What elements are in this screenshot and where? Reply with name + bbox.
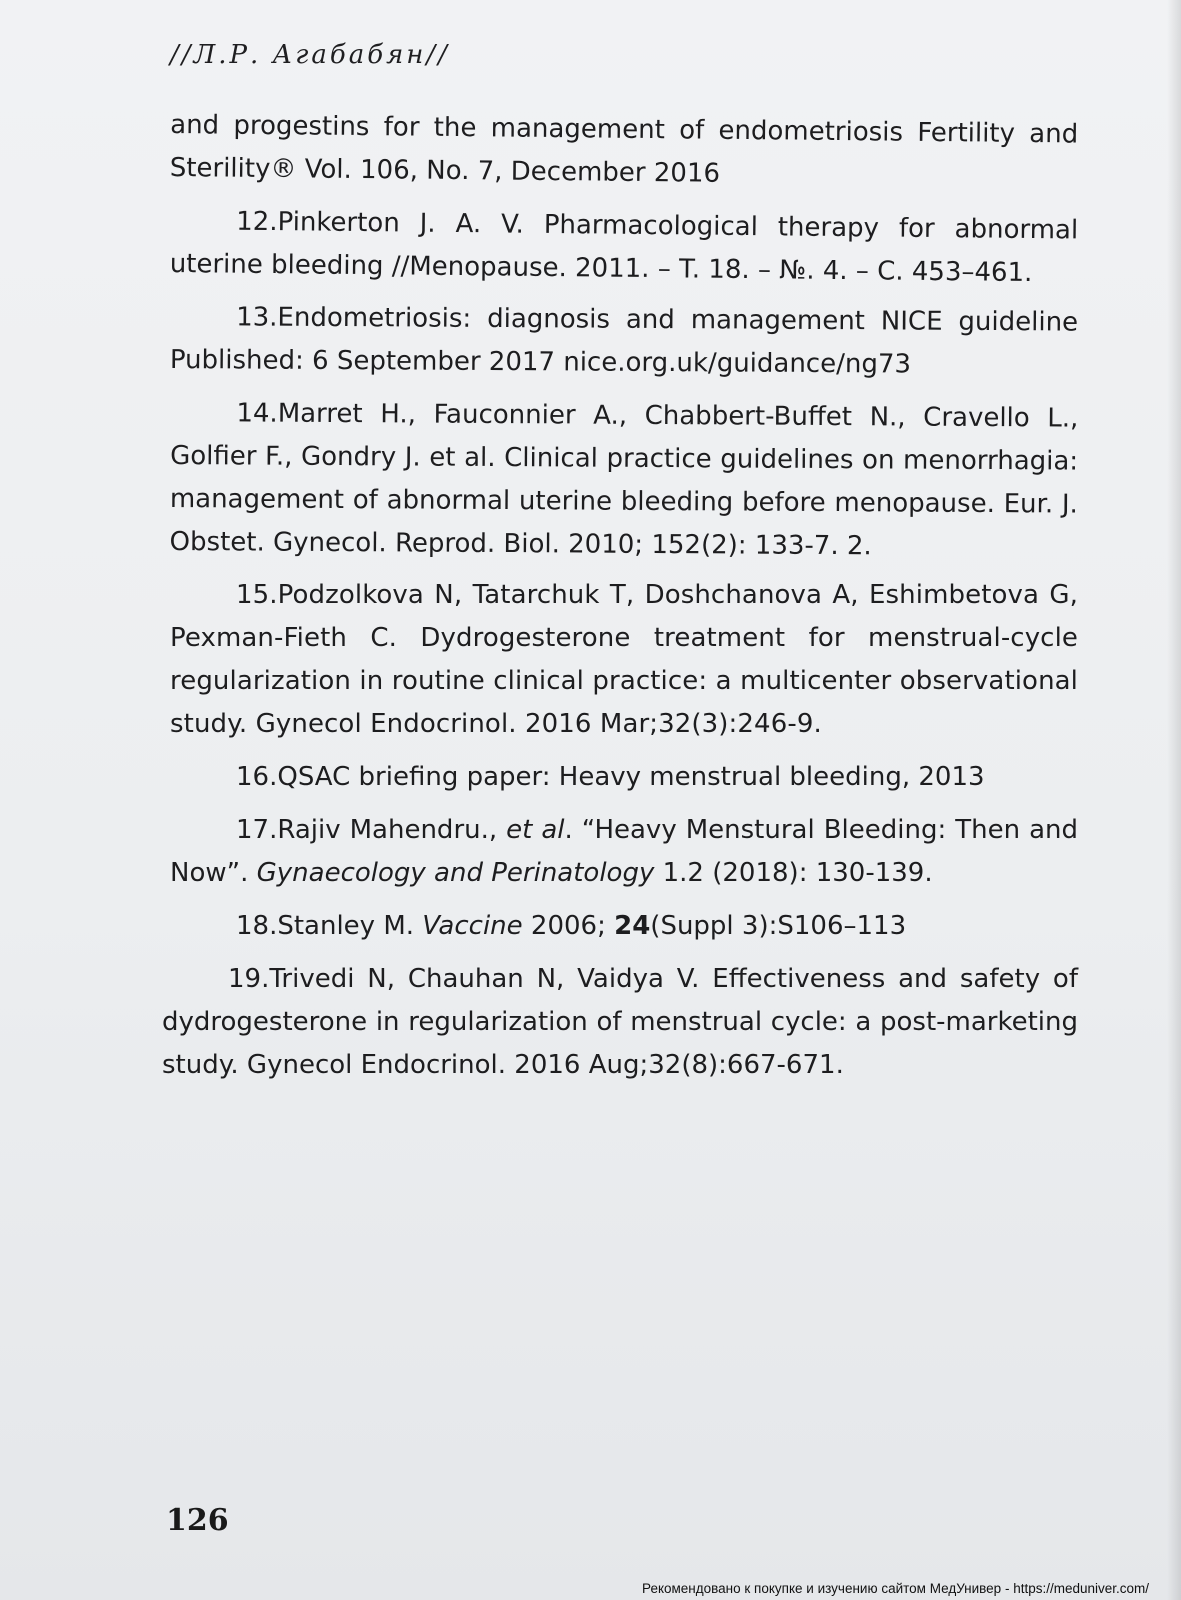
running-header: //Л.Р. Агабабян// bbox=[170, 40, 450, 70]
reference-17-mid: . “Heavy Menstural Bleeding: Then and Now”. bbox=[170, 815, 1078, 888]
reference-17-lead: 17.Rajiv Mahendru., bbox=[236, 815, 507, 845]
reference-14: 14.Marret H., Fauconnier A., Chabbert-Buffet N., Cravello L., Golfier F., Gondry J. et al. Clinical practice guidelines on menorrhagia: management of abnormal uterine bleeding before menopause. Eur. J. Obstet. Gynecol. Reprod. Biol. 2010; 152(2): 133-7. 2. bbox=[169, 398, 1079, 562]
footer-recommendation: Рекомендовано к покупке и изучению сайтом МедУнивер - https://meduniver.com/ bbox=[642, 1581, 1149, 1596]
reference-18-year: 2006; bbox=[522, 911, 615, 941]
page-edge-shadow bbox=[1167, 0, 1181, 1600]
reference-18-journal: Vaccine bbox=[422, 911, 523, 941]
page-number: 126 bbox=[166, 1503, 229, 1538]
reference-17 bbox=[170, 809, 1078, 895]
reference-12: 12.Pinkerton J. A. V. Pharmacological therapy for abnormal uterine bleeding //Menopause. 2011. – T. 18. – №. 4. – С. 453–461. bbox=[169, 206, 1079, 289]
reference-15: 15.Podzolkova N, Tatarchuk T, Doshchanova A, Eshimbetova G, Pexman-Fieth C. Dydrogesterone treatment for menstrual-cycle regularization in routine clinical practice: a multicenter observational study. Gynecol Endocrinol. 2016 Mar;32(3):246-9. bbox=[170, 580, 1078, 739]
reference-list bbox=[162, 104, 1079, 1097]
reference-18-lead: 18.Stanley M. bbox=[236, 911, 423, 941]
reference-17-etal: et al bbox=[506, 815, 565, 845]
reference-19: 19.Trivedi N, Chauhan N, Vaidya V. Effectiveness and safety of dydrogesterone in regularization of menstrual cycle: a post-marketing study. Gynecol Endocrinol. 2016 Aug;32(8):667-671. bbox=[162, 964, 1078, 1080]
reference-18 bbox=[170, 905, 1078, 948]
reference-17-journal: Gynaecology and Perinatology bbox=[256, 858, 655, 888]
reference-13: 13.Endometriosis: diagnosis and management NICE guideline Published: 6 September 2017 nice.org.uk/guidance/ng73 bbox=[169, 302, 1079, 380]
reference-16: 16.QSAC briefing paper: Heavy menstrual bleeding, 2013 bbox=[236, 762, 985, 792]
reference-18-volume: 24 bbox=[614, 911, 651, 941]
reference-11-continuation: and progestins for the management of endometriosis Fertility and Sterility® Vol. 106, No. 7, December 2016 bbox=[169, 110, 1079, 189]
reference-17-tail: 1.2 (2018): 130-139. bbox=[654, 858, 933, 888]
reference-18-tail: (Suppl 3):S106–113 bbox=[650, 911, 907, 941]
